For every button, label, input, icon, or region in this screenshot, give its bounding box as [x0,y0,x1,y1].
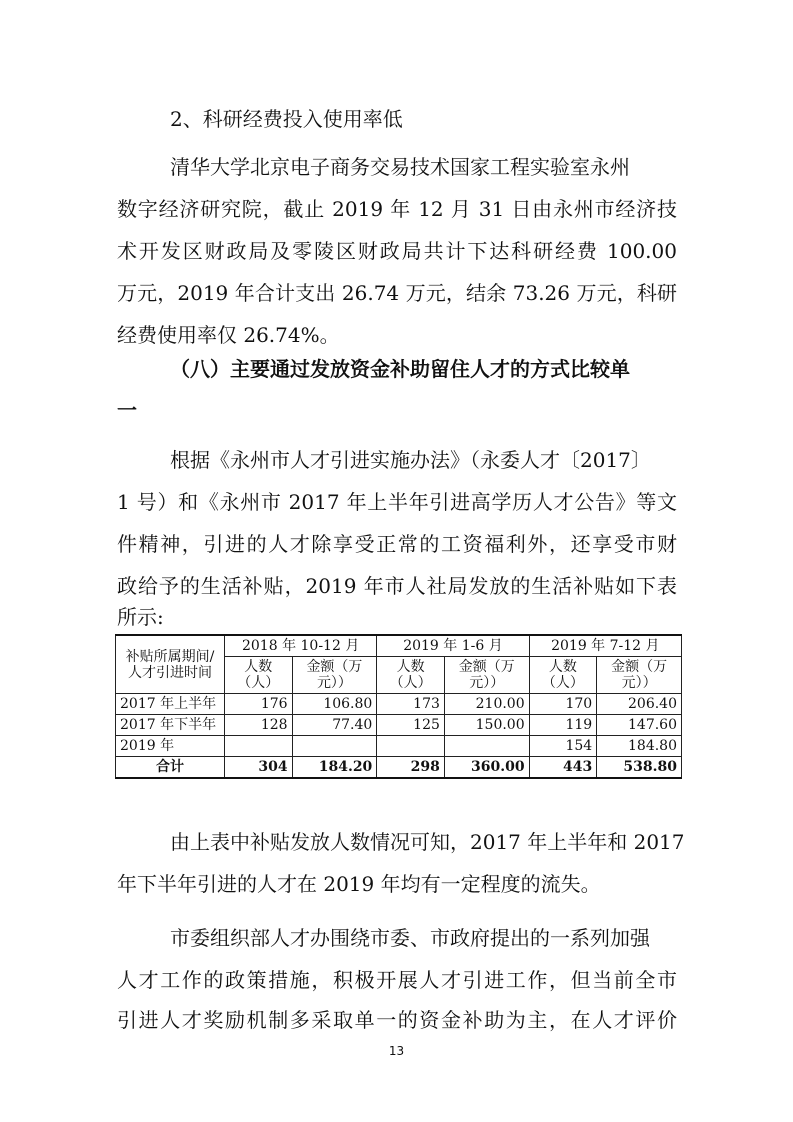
total-cell: 184.20 [292,757,377,779]
table-cell [225,736,293,757]
total-label: 合计 [116,757,225,779]
paragraph-line: 人才工作的政策措施，积极开展人才引进工作，但当前全市 [117,968,677,992]
table-cell: 147.60 [597,715,682,736]
table-total-row [116,757,682,779]
paragraph-line: 年下半年引进的人才在 2019 年均有一定程度的流失。 [117,872,601,896]
sub-header: 金额（万元）） [444,657,529,694]
paragraph-line: 引进人才奖励机制多采取单一的资金补助为主，在人才评价 [117,1008,677,1032]
table-cell: 125 [377,715,445,736]
paragraph-line: 市委组织部人才办围绕市委、市政府提出的一系列加强 [170,926,650,950]
table-cell: 184.80 [597,736,682,757]
sub-header: 金额（万元）） [597,657,682,694]
sub-header: 金额（万元）） [292,657,377,694]
table-cell: 119 [529,715,597,736]
paragraph-line: 术开发区财政局及零陵区财政局共计下达科研经费 100.00 [117,239,677,263]
table-corner-header: 补贴所属期间/人才引进时间 [116,635,225,694]
table-cell [377,736,445,757]
paragraph-line: 1 号）和《永州市 2017 年上半年引进高学历人才公告》等文 [117,490,677,514]
table-cell: 154 [529,736,597,757]
total-cell: 443 [529,757,597,779]
period-header: 2019 年 1-6 月 [377,635,529,657]
total-cell: 298 [377,757,445,779]
table-cell: 106.80 [292,694,377,715]
total-cell: 304 [225,757,293,779]
table-cell: 150.00 [444,715,529,736]
table-cell: 77.40 [292,715,377,736]
paragraph-line: 根据《永州市人才引进实施办法》（永委人才〔2017〕 [170,448,651,472]
table-row [116,736,682,757]
table-row [116,715,682,736]
total-cell: 360.00 [444,757,529,779]
row-label: 2017 年上半年 [116,694,225,715]
paragraph-line: 所示: [117,605,164,629]
table-cell: 210.00 [444,694,529,715]
section-heading-8: （八）主要通过发放资金补助留住人才的方式比较单 [170,357,630,381]
paragraph-line: 由上表中补贴发放人数情况可知，2017 年上半年和 2017 [170,830,685,854]
row-label: 2019 年 [116,736,225,757]
table-cell: 173 [377,694,445,715]
subsidy-table [115,634,682,779]
paragraph-line: 件精神，引进的人才除享受正常的工资福利外，还享受市财 [117,532,677,556]
table-cell: 176 [225,694,293,715]
sub-header: 人数（人） [529,657,597,694]
table-row [116,694,682,715]
paragraph-line: 数字经济研究院，截止 2019 年 12 月 31 日由永州市经济技 [117,197,677,221]
table-cell: 206.40 [597,694,682,715]
sub-header: 人数（人） [377,657,445,694]
period-header: 2019 年 7-12 月 [529,635,681,657]
total-cell: 538.80 [597,757,682,779]
paragraph-line: 经费使用率仅 26.74%。 [117,323,340,347]
table-cell [292,736,377,757]
paragraph-line: 万元，2019 年合计支出 26.74 万元，结余 73.26 万元，科研 [117,281,677,305]
sub-header: 人数（人） [225,657,293,694]
table-cell: 170 [529,694,597,715]
period-header: 2018 年 10-12 月 [225,635,377,657]
paragraph-line: 清华大学北京电子商务交易技术国家工程实验室永州 [170,155,630,179]
table-cell [444,736,529,757]
table-cell: 128 [225,715,293,736]
section-heading-2: 2、科研经费投入使用率低 [170,107,403,131]
row-label: 2017 年下半年 [116,715,225,736]
paragraph-line: 政给予的生活补贴，2019 年市人社局发放的生活补贴如下表 [117,574,677,598]
section-heading-8-cont: 一 [117,398,137,422]
page-number: 13 [388,1044,405,1058]
